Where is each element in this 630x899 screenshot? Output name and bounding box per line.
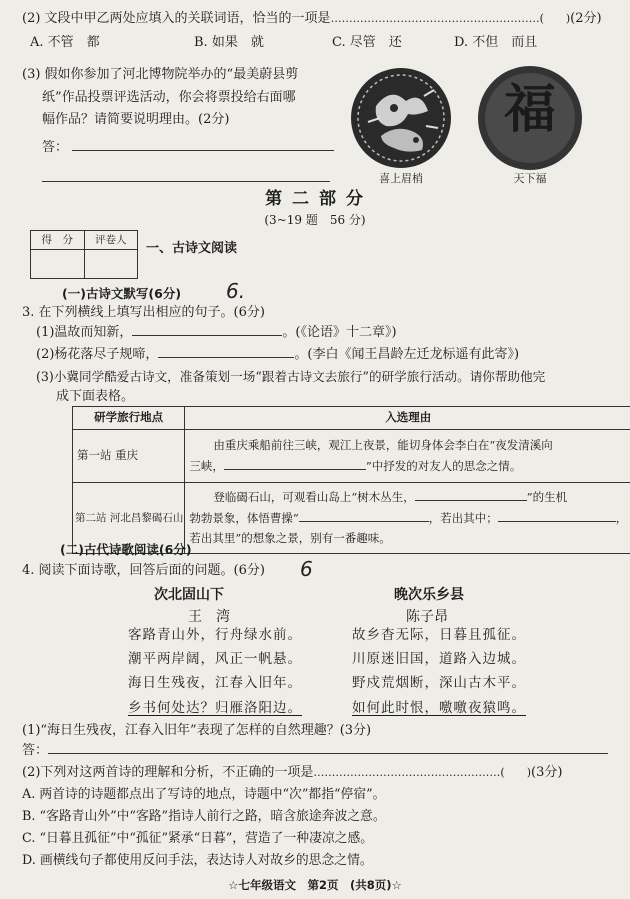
poem1 [132, 586, 332, 627]
q4-option-d: D. 画横线句子都使用反问手法，表达诗人对故乡的思念之情。 [22, 853, 373, 868]
q2-dots: …………………………………………………( ) [330, 12, 571, 25]
q3b-s3a: (3)小冀同学酷爱古诗文，准备策划一场“跟着古诗文去旅行”的研学旅行活动。请你帮助他完 [36, 369, 546, 384]
poem2-line4: 如何此时恨，噭噭夜猿鸣。 [352, 699, 526, 716]
q3-line2: 纸”作品投票评选活动，你会将票投给右面哪 [42, 89, 296, 105]
table-r1-location: 第一站 重庆 [73, 430, 185, 483]
part2-title: 第 二 部 分 [265, 189, 365, 209]
poem1-title: 次北固山下 [154, 587, 224, 603]
poem2 [372, 586, 572, 627]
poem2-author: 陈子昂 [406, 608, 448, 625]
poem2-line1: 故乡杳无际，日暮且孤征。 [352, 627, 526, 643]
q3b-s1-source: 。(《论语》十二章》) [282, 325, 397, 340]
score-box [30, 230, 138, 279]
q4-s2-row [22, 764, 562, 782]
table-r2-text-e: ， [615, 510, 628, 525]
q4-s2: (2)下列对这两首诗的理解和分析，不正确的一项是 [22, 765, 314, 780]
table-r1-reason-text: 三峡， [189, 459, 224, 473]
q3b-s1-text: (1)温故而知新， [36, 325, 133, 340]
q3-block [22, 66, 352, 188]
table-r1-reason-line1: 由重庆乘船前往三峡，观江上夜景，能切身体会李白在“夜发清溪向 [213, 438, 553, 453]
table-r2-blank3[interactable] [498, 521, 616, 522]
section1-title: 一、古诗文阅读 [146, 241, 238, 256]
q2-score: (2分) [570, 11, 602, 26]
q3b-s1 [36, 324, 397, 342]
poem2-line2: 川原迷旧国，道路入边城。 [352, 651, 526, 668]
table-r2-text-d: ，若出其中； [428, 510, 498, 525]
table-r1-blank[interactable] [224, 469, 366, 470]
page-footer: ☆七年级语文 第2页 (共8页)☆ [228, 878, 402, 892]
papercut-left-caption: 喜上眉梢 [379, 172, 423, 185]
q3b-s1-blank[interactable] [132, 335, 282, 336]
table-r2-text-c: 勃勃景象，体悟曹操“ [189, 510, 299, 525]
poem1-body [128, 626, 302, 717]
magpie-papercut-icon [346, 66, 456, 176]
handwritten-score-2: 6 [300, 557, 313, 581]
q4-answer-label: 答： [22, 743, 49, 758]
q4-option-b: B. “客路青山外”中“客路”指诗人前行之路，暗含旅途奔波之意。 [22, 809, 386, 824]
table-r2-text-b: ”的生机 [526, 489, 568, 504]
q2-option-d: D. 不但 而且 [454, 34, 538, 50]
q4-answer-line[interactable] [48, 753, 608, 754]
q2-option-c: C. 尽管 还 [332, 34, 402, 50]
q4-option-a: A. 两首诗的诗题都点出了写诗的地点，诗题中“次”都指“停宿”。 [22, 787, 386, 802]
table-header-location: 研学旅行地点 [73, 407, 185, 430]
papercut-right-caption: 天下福 [513, 172, 547, 185]
poem1-line3: 海日生残夜，江春入旧年。 [128, 675, 302, 692]
travel-table [72, 406, 630, 554]
q2-label: (2) 文段中甲乙两处应填入的关联词语，恰当的一项是 [22, 11, 331, 26]
papercut-right-image [474, 64, 586, 176]
table-header-reason: 入选理由 [185, 407, 630, 430]
poem1-line2: 潮平两岸阔，风正一帆悬。 [128, 651, 302, 668]
q4-answer-row [22, 742, 608, 760]
handwritten-score-1: 6. [226, 279, 246, 303]
q3-answer-line-2[interactable] [42, 181, 330, 182]
poem2-line3: 野戍荒烟断，深山古木平。 [352, 675, 526, 692]
q3b-s2-blank[interactable] [158, 357, 294, 358]
q4-instruction: 4. 阅读下面诗歌，回答后面的问题。(6分) [22, 563, 265, 578]
q3-line1: (3) 假如你参加了河北博物院举办的“最美蔚县剪 [22, 67, 299, 82]
poem2-title: 晚次乐乡县 [394, 587, 464, 603]
q3-line3: 幅作品？请简要说明理由。(2分) [42, 112, 230, 128]
q3b-s3b: 成下面表格。 [56, 389, 135, 404]
section1-sub: (一)古诗文默写(6分) [62, 286, 182, 301]
table-r2-reason [185, 483, 630, 554]
poem1-line1: 客路青山外，行舟绿水前。 [128, 627, 302, 643]
table-r2-text-a: 登临碣石山，可观看山岛上“树木丛生， [213, 489, 415, 504]
q3b-s2-text: (2)杨花落尽子规啼， [36, 347, 159, 362]
table-row [73, 430, 630, 483]
table-r2-text-f: 若出其里”的想象之景，别有一番趣味。 [189, 531, 391, 546]
table-r2-blank1[interactable] [415, 500, 527, 501]
q2-option-a: A. 不管 都 [30, 34, 100, 50]
part2-subtitle: (3~19 题 56 分) [264, 213, 366, 227]
fu-character: 福 [503, 79, 556, 140]
q3-answer-line-1[interactable] [72, 150, 334, 151]
score-box-cell-grader[interactable] [84, 250, 138, 279]
q3b-instruction: 3. 在下列横线上填写出相应的句子。(6分) [22, 305, 265, 320]
q2-option-b: B. 如果 就 [194, 34, 264, 50]
table-r2-location: 第二站 河北昌黎碣石山 [73, 483, 185, 554]
table-r1-reason-tail: ”中抒发的对友人的思念之情。 [365, 459, 522, 473]
q4-s1: (1)“海日生残夜，江春入旧年”表现了怎样的自然理趣？(3分) [22, 723, 372, 738]
score-box-col1: 得 分 [31, 231, 85, 250]
table-r2-blank2[interactable] [299, 521, 429, 522]
q3b-s2 [36, 346, 519, 364]
q4-s2-score: (3分) [531, 765, 563, 780]
papercut-left-image [346, 66, 456, 176]
poem1-author: 王 湾 [188, 608, 230, 625]
score-box-col2: 评卷人 [84, 231, 138, 250]
poem2-body [352, 626, 526, 717]
score-box-cell-score[interactable] [31, 250, 85, 279]
q4-option-c: C. “日暮且孤征”中“孤征”紧承“日暮”，营造了一种凄凉之感。 [22, 831, 374, 846]
section2-title: (二)古代诗歌阅读(6分) [60, 542, 192, 557]
q3b-s2-source: 。(李白《闻王昌龄左迁龙标遥有此寄》) [294, 347, 520, 362]
q2-block [22, 10, 622, 54]
poem1-line4: 乡书何处达？归雁洛阳边。 [128, 699, 302, 716]
q3-answer-label: 答： [42, 139, 69, 155]
table-r1-reason [185, 430, 630, 483]
q4-s2-dots: ……………………………………………( ) [313, 766, 532, 779]
